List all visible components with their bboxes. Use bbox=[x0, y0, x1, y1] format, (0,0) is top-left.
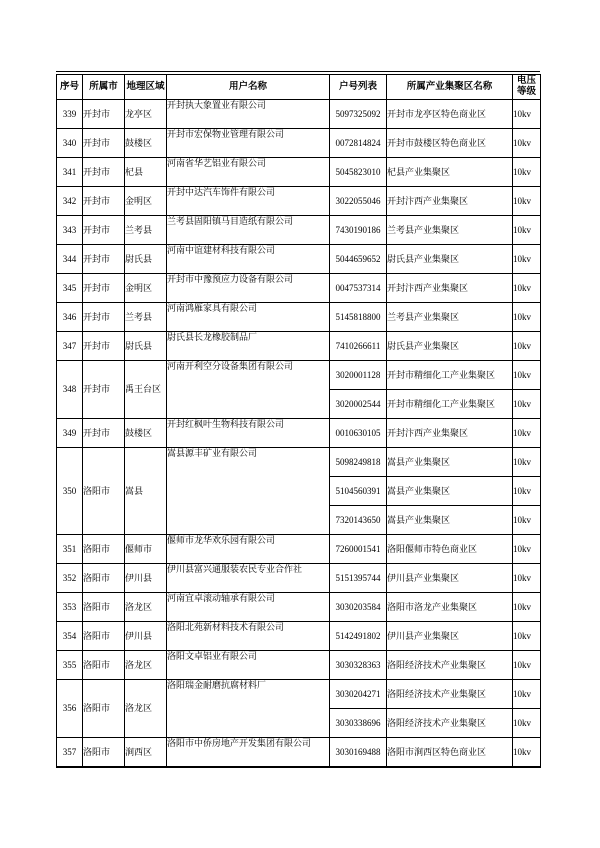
column-header-1: 所属市 bbox=[83, 75, 125, 100]
user-name-cell: 嵩县源丰矿业有限公司 bbox=[167, 448, 330, 535]
account-number-cell: 3022055046 bbox=[330, 187, 387, 216]
table-row bbox=[57, 245, 541, 274]
serial-cell: 357 bbox=[57, 738, 83, 768]
city-cell: 开封市 bbox=[83, 158, 125, 187]
table-row bbox=[57, 738, 541, 768]
user-name-cell: 河南省华艺铝业有限公司 bbox=[167, 158, 330, 187]
region-cell: 鼓楼区 bbox=[125, 129, 167, 158]
cluster-name-cell: 洛阳经济技术产业集聚区 bbox=[387, 680, 513, 709]
cluster-name-cell: 开封汴西产业集聚区 bbox=[387, 187, 513, 216]
user-name-cell: 开封市宏保物业管理有限公司 bbox=[167, 129, 330, 158]
region-cell: 金明区 bbox=[125, 274, 167, 303]
region-cell: 尉氏县 bbox=[125, 332, 167, 361]
table-row bbox=[57, 274, 541, 303]
account-number-cell: 7430190186 bbox=[330, 216, 387, 245]
region-cell: 嵩县 bbox=[125, 448, 167, 535]
region-cell: 偃师市 bbox=[125, 535, 167, 564]
account-number-cell: 7260001541 bbox=[330, 535, 387, 564]
serial-cell: 356 bbox=[57, 680, 83, 738]
account-number-cell: 5098249818 bbox=[330, 448, 387, 477]
account-number-cell: 0072814824 bbox=[330, 129, 387, 158]
user-name-cell: 洛阳文卓铝业有限公司 bbox=[167, 651, 330, 680]
serial-cell: 354 bbox=[57, 622, 83, 651]
user-name-cell: 兰考县固阳镇马目造纸有限公司 bbox=[167, 216, 330, 245]
user-name-cell: 尉氏县长龙橡胶制品厂 bbox=[167, 332, 330, 361]
account-number-cell: 5104560391 bbox=[330, 477, 387, 506]
serial-cell: 346 bbox=[57, 303, 83, 332]
table-row bbox=[57, 419, 541, 448]
city-cell: 开封市 bbox=[83, 187, 125, 216]
table-row bbox=[57, 622, 541, 651]
cluster-name-cell: 嵩县产业集聚区 bbox=[387, 477, 513, 506]
table-head bbox=[57, 75, 541, 100]
user-name-cell: 河南开利空分设备集团有限公司 bbox=[167, 361, 330, 419]
cluster-name-cell: 尉氏县产业集聚区 bbox=[387, 245, 513, 274]
voltage-cell: 10kv bbox=[513, 506, 541, 535]
serial-cell: 345 bbox=[57, 274, 83, 303]
city-cell: 开封市 bbox=[83, 245, 125, 274]
region-cell: 洛龙区 bbox=[125, 651, 167, 680]
voltage-cell: 10kv bbox=[513, 332, 541, 361]
region-cell: 洛龙区 bbox=[125, 680, 167, 738]
city-cell: 开封市 bbox=[83, 129, 125, 158]
cluster-name-cell: 开封汴西产业集聚区 bbox=[387, 274, 513, 303]
region-cell: 伊川县 bbox=[125, 622, 167, 651]
cluster-name-cell: 开封市精细化工产业集聚区 bbox=[387, 390, 513, 419]
voltage-cell: 10kv bbox=[513, 158, 541, 187]
serial-cell: 339 bbox=[57, 100, 83, 129]
account-number-cell: 3030203584 bbox=[330, 593, 387, 622]
account-number-cell: 5097325092 bbox=[330, 100, 387, 129]
table-row bbox=[57, 187, 541, 216]
serial-cell: 344 bbox=[57, 245, 83, 274]
serial-cell: 353 bbox=[57, 593, 83, 622]
table-row bbox=[57, 448, 541, 477]
cluster-name-cell: 洛阳偃师市特色商业区 bbox=[387, 535, 513, 564]
account-number-cell: 5142491802 bbox=[330, 622, 387, 651]
voltage-cell: 10kv bbox=[513, 187, 541, 216]
region-cell: 兰考县 bbox=[125, 303, 167, 332]
table-body bbox=[57, 100, 541, 768]
cluster-name-cell: 尉氏县产业集聚区 bbox=[387, 332, 513, 361]
region-cell: 龙亭区 bbox=[125, 100, 167, 129]
user-name-cell: 开封红枫叶生物科技有限公司 bbox=[167, 419, 330, 448]
cluster-name-cell: 伊川县产业集聚区 bbox=[387, 622, 513, 651]
voltage-cell: 10kv bbox=[513, 129, 541, 158]
city-cell: 洛阳市 bbox=[83, 680, 125, 738]
table-row bbox=[57, 216, 541, 245]
cluster-name-cell: 开封市龙亭区特色商业区 bbox=[387, 100, 513, 129]
column-header-0: 序号 bbox=[57, 75, 83, 100]
user-name-cell: 洛阳瑞金耐磨抗腐材料厂 bbox=[167, 680, 330, 738]
voltage-cell: 10kv bbox=[513, 390, 541, 419]
voltage-cell: 10kv bbox=[513, 100, 541, 129]
cluster-name-cell: 开封市鼓楼区特色商业区 bbox=[387, 129, 513, 158]
serial-cell: 340 bbox=[57, 129, 83, 158]
region-cell: 禹王台区 bbox=[125, 361, 167, 419]
serial-cell: 341 bbox=[57, 158, 83, 187]
voltage-cell: 10kv bbox=[513, 564, 541, 593]
city-cell: 洛阳市 bbox=[83, 535, 125, 564]
serial-cell: 350 bbox=[57, 448, 83, 535]
voltage-cell: 10kv bbox=[513, 535, 541, 564]
user-name-cell: 洛阳北苑新材料技术有限公司 bbox=[167, 622, 330, 651]
header-row bbox=[57, 75, 541, 100]
account-number-cell: 0010630105 bbox=[330, 419, 387, 448]
cluster-name-cell: 嵩县产业集聚区 bbox=[387, 448, 513, 477]
city-cell: 洛阳市 bbox=[83, 651, 125, 680]
user-name-cell: 洛阳市中侨房地产开发集团有限公司 bbox=[167, 738, 330, 768]
cluster-name-cell: 嵩县产业集聚区 bbox=[387, 506, 513, 535]
serial-cell: 347 bbox=[57, 332, 83, 361]
table-row bbox=[57, 100, 541, 129]
cluster-name-cell: 伊川县产业集聚区 bbox=[387, 564, 513, 593]
city-cell: 洛阳市 bbox=[83, 593, 125, 622]
city-cell: 开封市 bbox=[83, 303, 125, 332]
cluster-name-cell: 洛阳经济技术产业集聚区 bbox=[387, 709, 513, 738]
region-cell: 尉氏县 bbox=[125, 245, 167, 274]
region-cell: 兰考县 bbox=[125, 216, 167, 245]
city-cell: 开封市 bbox=[83, 216, 125, 245]
user-name-cell: 开封中达汽车饰件有限公司 bbox=[167, 187, 330, 216]
table-row bbox=[57, 535, 541, 564]
column-header-3: 用户名称 bbox=[167, 75, 330, 100]
table-row bbox=[57, 564, 541, 593]
voltage-cell: 10kv bbox=[513, 709, 541, 738]
user-name-cell: 开封市中豫预应力设备有限公司 bbox=[167, 274, 330, 303]
account-number-cell: 3030328363 bbox=[330, 651, 387, 680]
account-number-cell: 3030338696 bbox=[330, 709, 387, 738]
city-cell: 开封市 bbox=[83, 361, 125, 419]
voltage-cell: 10kv bbox=[513, 448, 541, 477]
account-number-cell: 7410266611 bbox=[330, 332, 387, 361]
serial-cell: 348 bbox=[57, 361, 83, 419]
user-name-cell: 河南鸿雁家具有限公司 bbox=[167, 303, 330, 332]
column-header-5: 所属产业集聚区名称 bbox=[387, 75, 513, 100]
user-name-cell: 河南中谊建材科技有限公司 bbox=[167, 245, 330, 274]
industrial-cluster-user-table bbox=[56, 74, 541, 768]
serial-cell: 352 bbox=[57, 564, 83, 593]
city-cell: 洛阳市 bbox=[83, 622, 125, 651]
cluster-name-cell: 兰考县产业集聚区 bbox=[387, 216, 513, 245]
serial-cell: 343 bbox=[57, 216, 83, 245]
city-cell: 开封市 bbox=[83, 332, 125, 361]
cluster-name-cell: 洛阳市洛龙产业集聚区 bbox=[387, 593, 513, 622]
cluster-name-cell: 开封汴西产业集聚区 bbox=[387, 419, 513, 448]
region-cell: 鼓楼区 bbox=[125, 419, 167, 448]
serial-cell: 355 bbox=[57, 651, 83, 680]
voltage-cell: 10kv bbox=[513, 593, 541, 622]
table-row bbox=[57, 303, 541, 332]
region-cell: 金明区 bbox=[125, 187, 167, 216]
city-cell: 洛阳市 bbox=[83, 738, 125, 768]
voltage-cell: 10kv bbox=[513, 651, 541, 680]
data-table-container bbox=[56, 71, 540, 768]
account-number-cell: 5151395744 bbox=[330, 564, 387, 593]
voltage-cell: 10kv bbox=[513, 274, 541, 303]
account-number-cell: 5045823010 bbox=[330, 158, 387, 187]
account-number-cell: 3020001128 bbox=[330, 361, 387, 390]
voltage-cell: 10kv bbox=[513, 680, 541, 709]
city-cell: 开封市 bbox=[83, 419, 125, 448]
voltage-cell: 10kv bbox=[513, 738, 541, 768]
column-header-6: 电压等级 bbox=[513, 75, 541, 100]
city-cell: 开封市 bbox=[83, 274, 125, 303]
cluster-name-cell: 兰考县产业集聚区 bbox=[387, 303, 513, 332]
table-row bbox=[57, 680, 541, 709]
city-cell: 洛阳市 bbox=[83, 564, 125, 593]
serial-cell: 351 bbox=[57, 535, 83, 564]
region-cell: 涧西区 bbox=[125, 738, 167, 768]
cluster-name-cell: 开封市精细化工产业集聚区 bbox=[387, 361, 513, 390]
account-number-cell: 3020002544 bbox=[330, 390, 387, 419]
account-number-cell: 5145818800 bbox=[330, 303, 387, 332]
user-name-cell: 伊川县富兴通服装农民专业合作社 bbox=[167, 564, 330, 593]
table-row bbox=[57, 651, 541, 680]
serial-cell: 349 bbox=[57, 419, 83, 448]
voltage-cell: 10kv bbox=[513, 361, 541, 390]
voltage-cell: 10kv bbox=[513, 622, 541, 651]
column-header-4: 户号列表 bbox=[330, 75, 387, 100]
city-cell: 洛阳市 bbox=[83, 448, 125, 535]
user-name-cell: 河南宜卓滚动轴承有限公司 bbox=[167, 593, 330, 622]
user-name-cell: 开封执大象置业有限公司 bbox=[167, 100, 330, 129]
serial-cell: 342 bbox=[57, 187, 83, 216]
voltage-cell: 10kv bbox=[513, 477, 541, 506]
voltage-cell: 10kv bbox=[513, 245, 541, 274]
table-row bbox=[57, 593, 541, 622]
city-cell: 开封市 bbox=[83, 100, 125, 129]
voltage-cell: 10kv bbox=[513, 303, 541, 332]
user-name-cell: 偃师市龙华欢乐园有限公司 bbox=[167, 535, 330, 564]
account-number-cell: 3030204271 bbox=[330, 680, 387, 709]
account-number-cell: 5044659652 bbox=[330, 245, 387, 274]
table-row bbox=[57, 158, 541, 187]
table-row bbox=[57, 361, 541, 390]
column-header-2: 地理区域 bbox=[125, 75, 167, 100]
region-cell: 伊川县 bbox=[125, 564, 167, 593]
table-row bbox=[57, 332, 541, 361]
region-cell: 洛龙区 bbox=[125, 593, 167, 622]
voltage-cell: 10kv bbox=[513, 216, 541, 245]
region-cell: 杞县 bbox=[125, 158, 167, 187]
account-number-cell: 0047537314 bbox=[330, 274, 387, 303]
cluster-name-cell: 洛阳市涧西区特色商业区 bbox=[387, 738, 513, 768]
account-number-cell: 7320143650 bbox=[330, 506, 387, 535]
table-row bbox=[57, 129, 541, 158]
cluster-name-cell: 杞县产业集聚区 bbox=[387, 158, 513, 187]
account-number-cell: 3030169488 bbox=[330, 738, 387, 768]
voltage-cell: 10kv bbox=[513, 419, 541, 448]
cluster-name-cell: 洛阳经济技术产业集聚区 bbox=[387, 651, 513, 680]
